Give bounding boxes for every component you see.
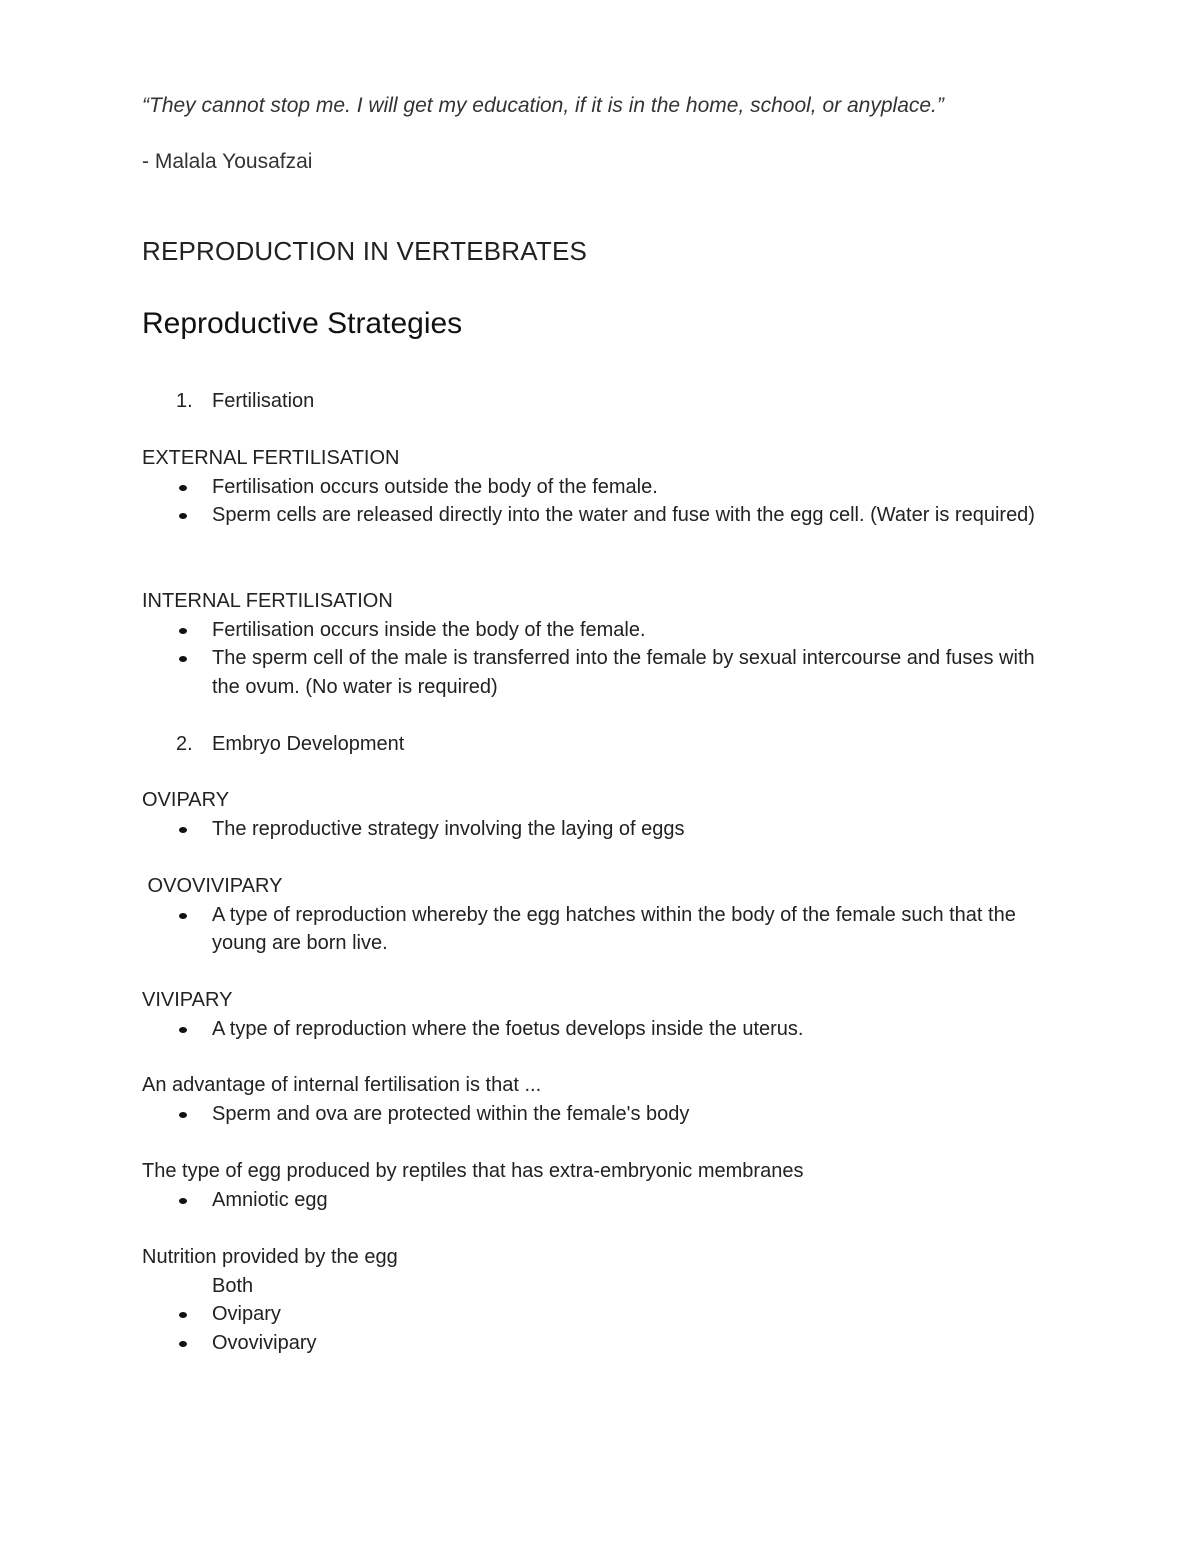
list-item: Ovipary bbox=[142, 1300, 1062, 1329]
section-label: OVIPARY bbox=[142, 789, 230, 811]
section-label: Nutrition provided by the egg bbox=[142, 1246, 398, 1268]
quote-author: - Malala Yousafzai bbox=[142, 150, 313, 173]
bullet-icon bbox=[179, 913, 187, 919]
advantage-section bbox=[142, 1071, 1062, 1128]
internal-fertilisation-section bbox=[142, 587, 1062, 701]
list-item: Amniotic egg bbox=[142, 1186, 1062, 1215]
bullet-icon bbox=[179, 1027, 187, 1033]
bullet-list bbox=[142, 1100, 1062, 1129]
numbered-item-2 bbox=[176, 730, 404, 759]
list-item: A type of reproduction where the foetus develops inside the uterus. bbox=[142, 1015, 1062, 1044]
list-item: Fertilisation occurs outside the body of the female. bbox=[142, 473, 1062, 502]
quote-text: “They cannot stop me. I will get my education, if it is in the home, school, or anyplace.” bbox=[142, 94, 944, 117]
document-title: REPRODUCTION IN VERTEBRATES bbox=[142, 236, 588, 266]
bullet-icon bbox=[179, 656, 187, 662]
section-label: OVOVIVIPARY bbox=[142, 875, 283, 897]
bullet-icon bbox=[179, 1198, 187, 1204]
section-label: EXTERNAL FERTILISATION bbox=[142, 447, 400, 469]
external-fertilisation-section bbox=[142, 444, 1062, 530]
list-item: A type of reproduction whereby the egg hatches within the body of the female such that the young are born live. bbox=[142, 901, 1062, 958]
bullet-list bbox=[142, 1015, 1062, 1044]
bullet-list bbox=[142, 473, 1062, 530]
bullet-icon bbox=[179, 1341, 187, 1347]
bullet-icon bbox=[179, 827, 187, 833]
section-label: An advantage of internal fertilisation is that ... bbox=[142, 1074, 542, 1096]
bullet-icon bbox=[179, 1312, 187, 1318]
bullet-icon bbox=[179, 485, 187, 491]
egg-type-section bbox=[142, 1157, 1062, 1214]
list-item: Ovovivipary bbox=[142, 1329, 1062, 1358]
section-label: INTERNAL FERTILISATION bbox=[142, 590, 393, 612]
bullet-icon bbox=[179, 513, 187, 519]
bullet-list bbox=[142, 815, 1062, 844]
section-heading: Reproductive Strategies bbox=[142, 307, 463, 340]
section-label: The type of egg produced by reptiles that has extra-embryonic membranes bbox=[142, 1160, 804, 1182]
list-item: Sperm cells are released directly into the water and fuse with the egg cell. (Water is required) bbox=[142, 501, 1062, 530]
list-item: The sperm cell of the male is transferred into the female by sexual intercourse and fuses with the ovum. (No water is required) bbox=[142, 644, 1062, 701]
ovipary-section bbox=[142, 786, 1062, 843]
list-item: Sperm and ova are protected within the female's body bbox=[142, 1100, 1062, 1129]
bullet-icon bbox=[179, 628, 187, 634]
list-item: Fertilisation occurs inside the body of the female. bbox=[142, 616, 1062, 645]
section-label: VIVIPARY bbox=[142, 989, 233, 1011]
bullet-list bbox=[142, 616, 1062, 702]
bullet-list bbox=[142, 1186, 1062, 1215]
bullet-list bbox=[142, 1300, 1062, 1357]
item-label: Embryo Development bbox=[212, 733, 405, 755]
item-number: 2. bbox=[176, 733, 193, 755]
numbered-item-1 bbox=[176, 387, 314, 416]
item-label: Fertilisation bbox=[212, 390, 315, 412]
list-item: The reproductive strategy involving the laying of eggs bbox=[142, 815, 1062, 844]
bullet-icon bbox=[179, 1112, 187, 1118]
sub-label: Both bbox=[212, 1274, 254, 1297]
ovovivipary-section bbox=[142, 872, 1062, 958]
vivipary-section bbox=[142, 986, 1062, 1043]
bullet-list bbox=[142, 901, 1062, 958]
nutrition-section bbox=[142, 1243, 1062, 1357]
item-number: 1. bbox=[176, 390, 193, 412]
